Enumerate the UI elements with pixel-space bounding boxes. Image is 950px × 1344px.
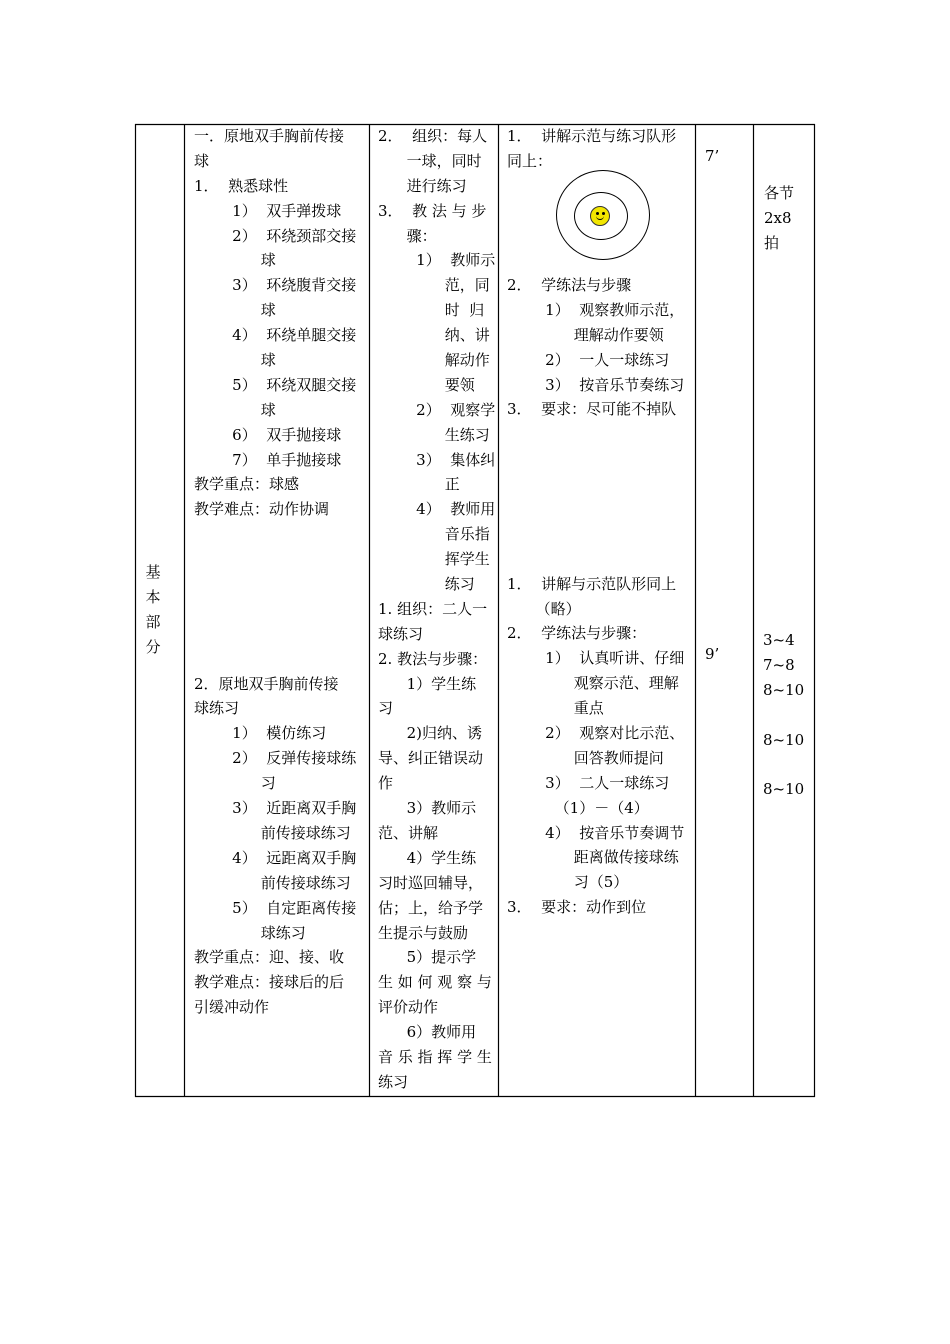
teacher-line: 6）教师用 (378, 1023, 477, 1042)
smiley-icon (590, 206, 610, 226)
student-line: 2． 学练法与步骤 (507, 276, 632, 294)
teacher-line: 练习 (378, 1072, 409, 1091)
content-line: 引缓冲动作 (194, 998, 270, 1017)
reps-line: 8~10 (763, 780, 805, 799)
teacher-methods-column (378, 124, 495, 1095)
reps-bottom (763, 628, 804, 802)
teacher-line: 纳、讲 (378, 326, 490, 345)
section-char: 部 (145, 613, 161, 631)
reps-line: 7~8 (763, 655, 795, 674)
content-line (194, 572, 356, 597)
reps-top (764, 181, 794, 256)
content-line: 4） 环绕单腿交接 (194, 326, 357, 345)
content-line: 教学重点：球感 (194, 475, 300, 494)
reps-line: 3~4 (763, 631, 795, 649)
teacher-line: 3）教师示 (378, 799, 477, 818)
teacher-line: 要领 (378, 375, 475, 394)
student-methods-column (507, 273, 684, 920)
student-line: 1） 观察教师示范， (507, 300, 685, 319)
teacher-line: 音乐指 (378, 525, 490, 544)
teacher-line: 生 如 何 观 察 与 (378, 973, 492, 992)
content-line: 3） 环绕腹背交接 (194, 276, 357, 295)
content-line: 一．原地双手胸前传接 (194, 127, 345, 145)
section-char: 分 (145, 638, 161, 656)
student-line: 观察示范、理解 (507, 674, 679, 693)
teacher-line: 导、纠正错误动 (378, 749, 484, 768)
content-line (194, 522, 356, 547)
student-line: 2． 学练法与步骤： (507, 624, 647, 643)
content-line: 教学难点：动作协调 (194, 500, 330, 519)
teacher-line: 球练习 (378, 624, 424, 643)
student-line: 4） 按音乐节奏调节 (507, 823, 685, 842)
content-line: 球 (194, 351, 276, 370)
content-line: 6） 双手抛接球 (194, 425, 342, 444)
content-line: 教学重点：迎、接、收 (194, 948, 345, 967)
content-column (194, 124, 356, 1020)
student-line: 理解动作要领 (507, 325, 664, 344)
reps-line: 各节 (764, 184, 795, 202)
content-line: 2） 反弹传接球练 (194, 749, 357, 768)
student-line (507, 472, 684, 497)
content-line: 5） 环绕双腿交接 (194, 375, 357, 394)
teacher-line: 生提示与鼓励 (378, 923, 469, 942)
content-line: 球 (194, 400, 276, 419)
student-line: 1） 认真听讲、仔细 (507, 649, 685, 668)
content-line: 球 (194, 151, 210, 170)
student-line: 1． 讲解与示范队形同上 (507, 574, 677, 593)
teacher-line: 2. 教法与步骤： (378, 649, 488, 668)
teacher-line: 生练习 (378, 425, 490, 444)
student-line: 习（5） (507, 873, 629, 892)
content-line: 7） 单手抛接球 (194, 450, 342, 469)
content-line: 2．原地双手胸前传接 (194, 674, 339, 693)
teacher-line: 评价动作 (378, 998, 439, 1017)
student-line: 2） 观察对比示范、 (507, 724, 685, 743)
student-line (507, 497, 684, 522)
teacher-line: 估；上，给予学 (378, 898, 484, 917)
student-line: 1． 讲解示范与练习队形 (507, 127, 677, 145)
teacher-line: 音 乐 指 挥 学 生 (378, 1047, 492, 1066)
student-line: 3． 要求：动作到位 (507, 898, 647, 917)
content-line: 3） 近距离双手胸 (194, 799, 357, 818)
teacher-line: 一球，同时 (378, 151, 482, 170)
teacher-line: 4） 教师用 (378, 500, 496, 519)
content-line: 4） 远距离双手胸 (194, 848, 357, 867)
teacher-line: 范、讲解 (378, 823, 439, 842)
teacher-line: 3） 集体纠 (378, 450, 496, 469)
content-line: 球 (194, 251, 276, 270)
teacher-line: 挥学生 (378, 550, 490, 569)
teacher-line: 进行练习 (378, 176, 467, 195)
student-line: 3） 按音乐节奏练习 (507, 375, 685, 394)
student-methods-header (507, 124, 676, 174)
student-line: 同上： (507, 151, 553, 170)
teacher-line: 1. 组织：二人一 (378, 599, 488, 618)
content-line: 习 (194, 774, 276, 793)
content-line: 1） 模仿练习 (194, 724, 327, 743)
content-line: 1） 双手弹拨球 (194, 201, 342, 220)
content-line (194, 597, 356, 622)
teacher-line: 时 归 (378, 301, 485, 320)
teacher-line: 1）学生练 (378, 674, 477, 693)
student-line: 3． 要求：尽可能不掉队 (507, 400, 677, 419)
time-second: 9’ (705, 645, 720, 663)
content-line (194, 647, 356, 672)
content-line (194, 547, 356, 572)
teacher-line: 习时巡回辅导， (378, 873, 484, 892)
section-char: 本 (145, 588, 161, 606)
content-line: 球 (194, 301, 276, 320)
student-line: 3） 二人一球练习 (507, 773, 670, 792)
student-line: 回答教师提问 (507, 748, 664, 767)
teacher-line: 正 (378, 475, 460, 494)
reps-line (763, 703, 804, 728)
student-line (507, 522, 684, 547)
teacher-line: 2） 观察学 (378, 400, 496, 419)
teacher-line: 范，同 (378, 276, 490, 295)
reps-line: 拍 (764, 233, 780, 252)
student-line: 2） 一人一球练习 (507, 350, 670, 369)
student-line (507, 447, 684, 472)
content-line: 1． 熟悉球性 (194, 176, 289, 195)
content-line: 教学难点：接球后的后 (194, 973, 345, 992)
student-line: 重点 (507, 699, 604, 718)
content-line (194, 622, 356, 647)
content-line: 球练习 (194, 923, 306, 942)
content-line: 5） 自定距离传接 (194, 898, 357, 917)
reps-line: 8~10 (763, 680, 805, 699)
teacher-line: 3． 教 法 与 步 (378, 201, 487, 220)
teacher-line: 2)归纳、诱 (378, 724, 483, 743)
teacher-line: 作 (378, 774, 394, 793)
teacher-line: 5）提示学 (378, 948, 477, 967)
teacher-line: 骤： (378, 226, 437, 245)
student-line: （略） (507, 599, 581, 618)
content-line: 球练习 (194, 699, 240, 718)
teacher-line: 4）学生练 (378, 848, 477, 867)
reps-line: 8~10 (763, 730, 805, 749)
teacher-line: 解动作 (378, 351, 490, 370)
reps-line: 2x8 (764, 208, 792, 227)
content-line: 前传接球练习 (194, 873, 351, 892)
teacher-line: 练习 (378, 575, 475, 594)
content-line: 2） 环绕颈部交接 (194, 226, 357, 245)
student-line (507, 422, 684, 447)
teacher-line: 1） 教师示 (378, 251, 496, 270)
section-label (138, 560, 168, 660)
time-first: 7’ (705, 147, 720, 165)
reps-line (763, 752, 804, 777)
teacher-line: 习 (378, 699, 394, 718)
teacher-line: 2． 组织：每人 (378, 127, 488, 145)
student-line (507, 547, 684, 572)
student-line: （1）－（4） (507, 798, 649, 817)
student-line: 距离做传接球练 (507, 848, 679, 867)
content-line: 前传接球练习 (194, 823, 351, 842)
section-char: 基 (145, 563, 161, 581)
